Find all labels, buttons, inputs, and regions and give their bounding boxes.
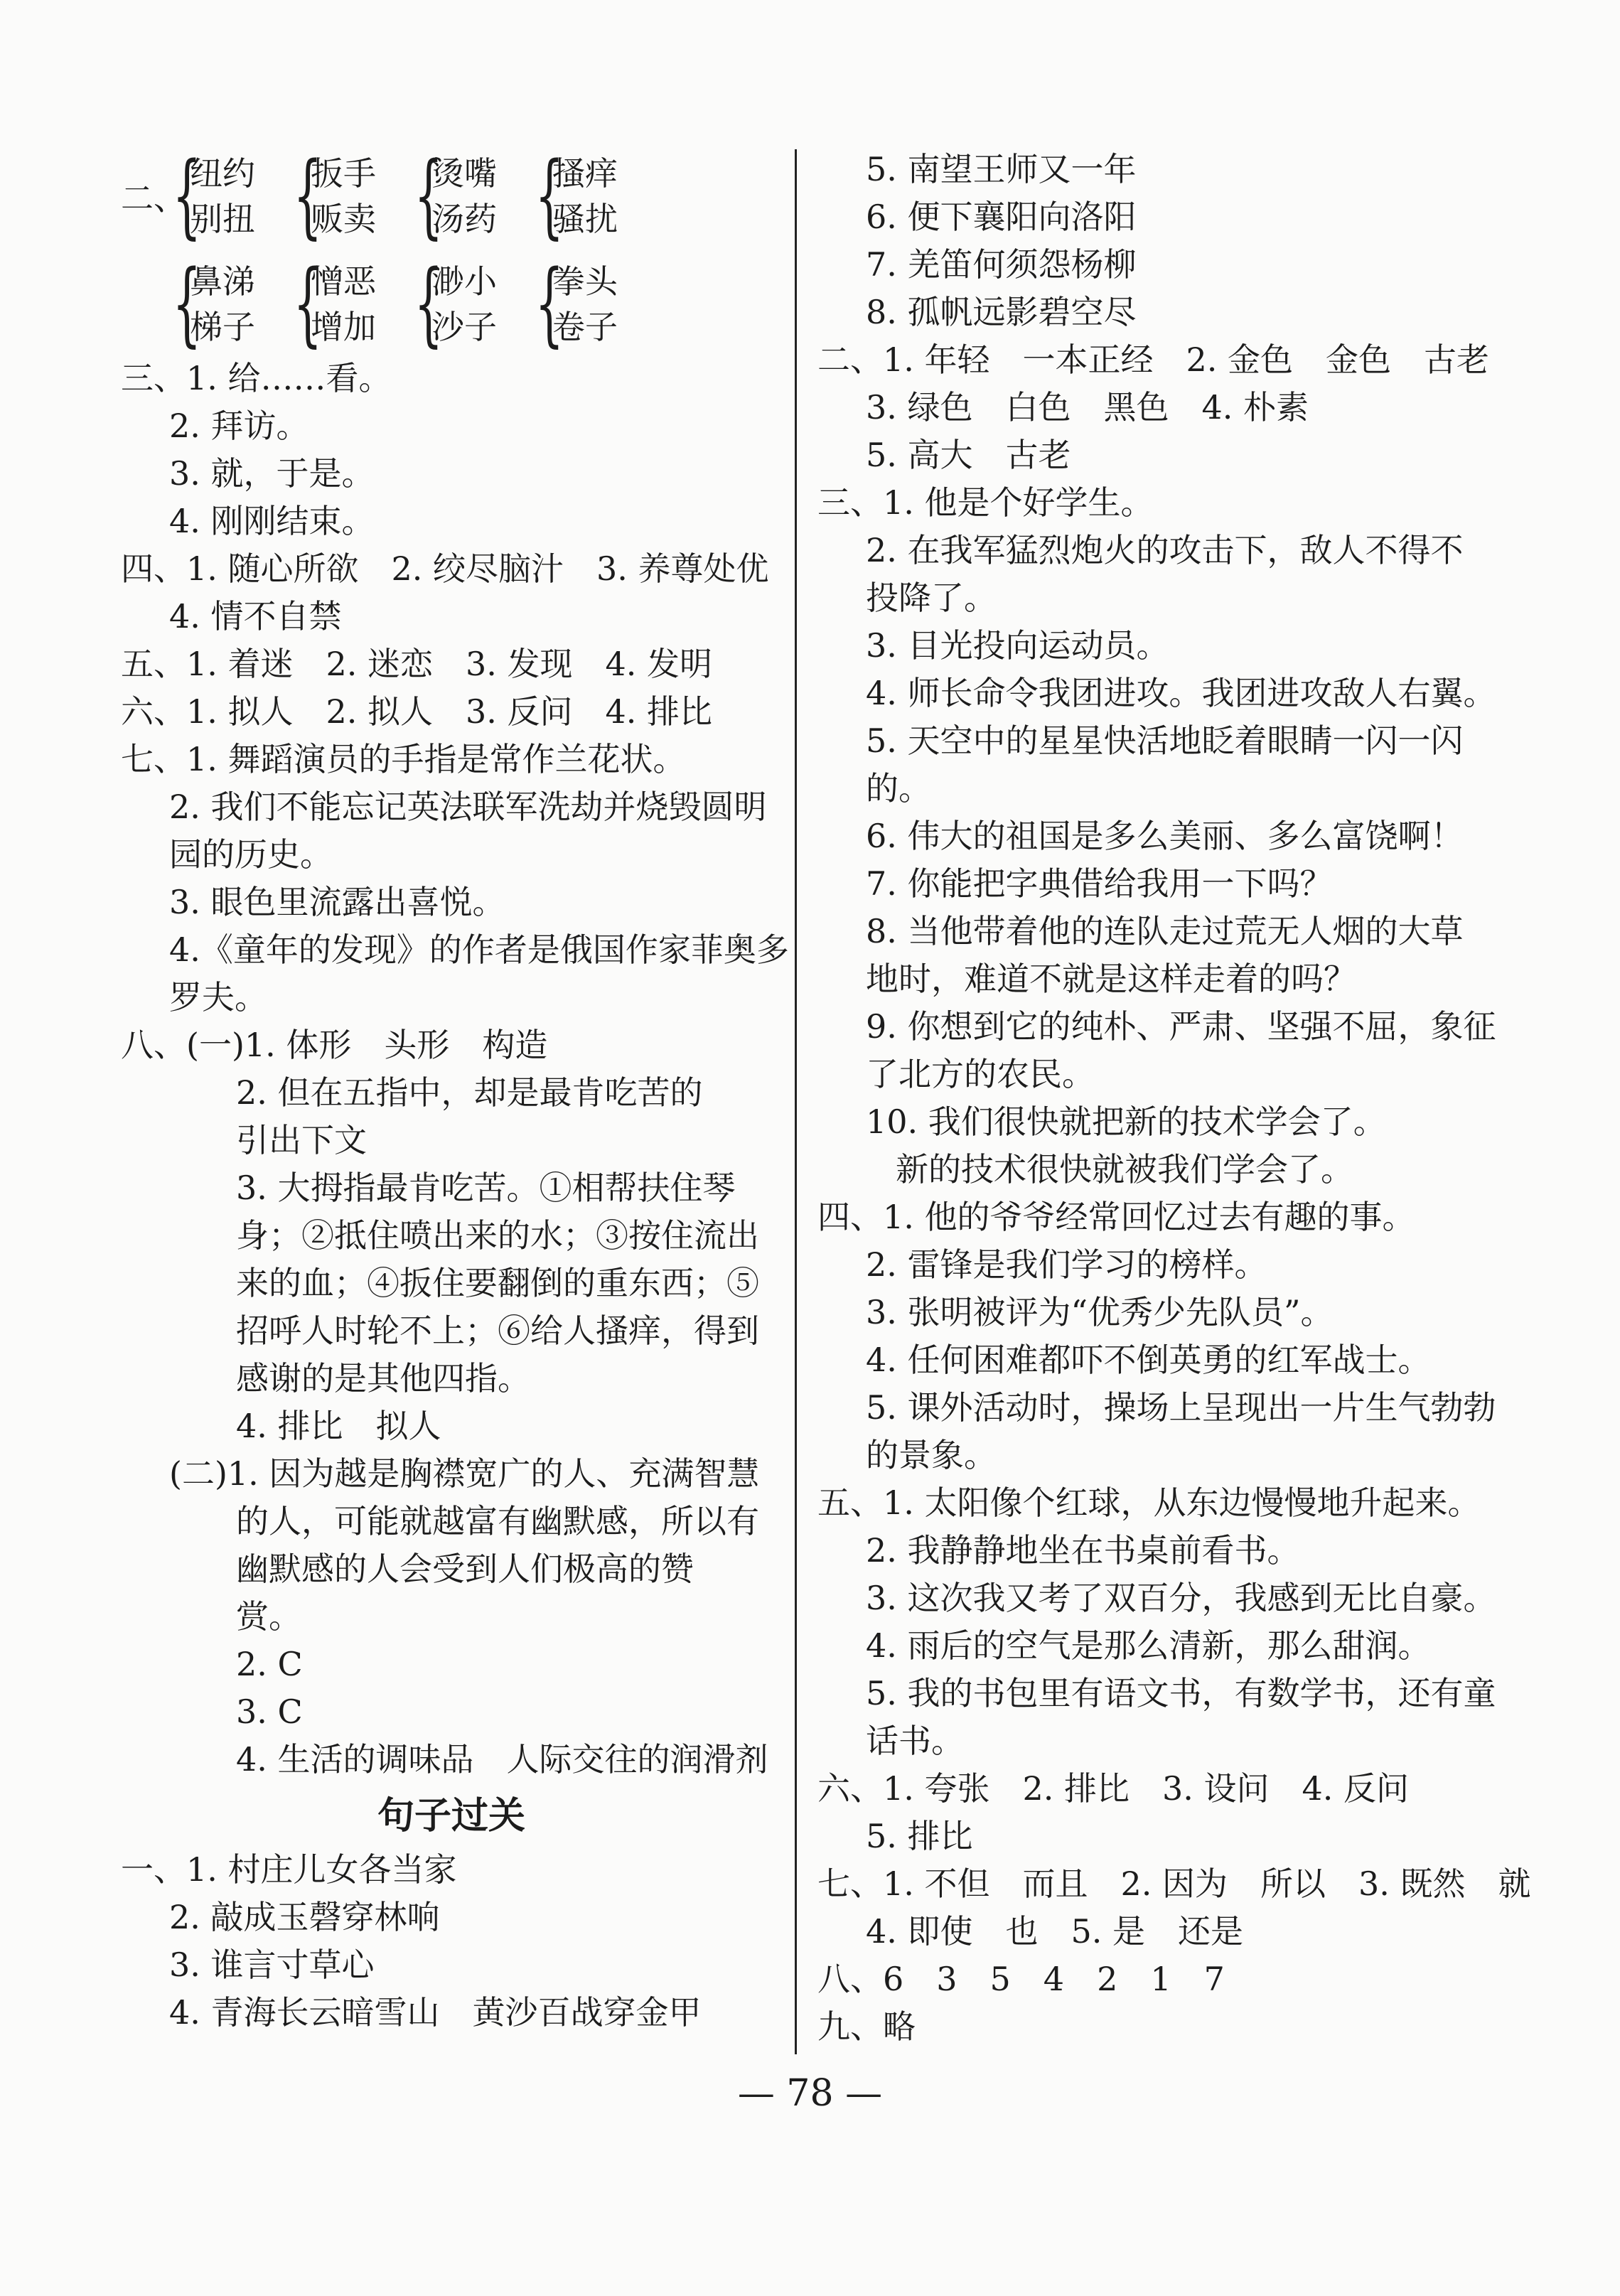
answer-line: 2. 但在五指中，却是最肯吃苦的 — [236, 1073, 703, 1112]
answer-line: 的。 — [866, 769, 931, 808]
answer-line: 感谢的是其他四指。 — [236, 1359, 530, 1398]
word: 沙子 — [431, 308, 497, 346]
answer-line: 2. 拜访。 — [169, 407, 309, 445]
answer-line: 5. 南望王师又一年 — [866, 150, 1137, 188]
answer-line: 五、1. 着迷 2. 迷恋 3. 发现 4. 发明 — [121, 645, 713, 683]
answer-line: 5. 课外活动时，操场上呈现出一片生气勃勃 — [866, 1388, 1496, 1427]
answer-line: 10. 我们很快就把新的技术学会了。 — [866, 1103, 1386, 1141]
answer-line: 四、1. 随心所欲 2. 绞尽脑汁 3. 养尊处优 — [121, 549, 769, 588]
answer-line: 五、1. 太阳像个红球，从东边慢慢地升起来。 — [817, 1484, 1481, 1522]
answer-line: (二)1. 因为越是胸襟宽广的人、充满智慧 — [169, 1454, 760, 1493]
answer-line: 地时，难道不就是这样走着的吗？ — [866, 960, 1356, 998]
answer-line: 来的血；④扳住要翻倒的重东西；⑤ — [236, 1264, 759, 1302]
word-pair — [167, 251, 288, 357]
answer-line: 9. 你想到它的纯朴、严肃、坚强不屈，象征 — [866, 1007, 1496, 1046]
word: 梯子 — [190, 308, 255, 346]
answer-line: 2. 我们不能忘记英法联军洗劫并烧毁圆明 — [169, 788, 767, 826]
answer-line: 3. 这次我又考了双百分，我感到无比自豪。 — [866, 1579, 1496, 1617]
answer-line: 5. 高大 古老 — [866, 436, 1071, 474]
answer-line: 三、1. 给……看。 — [121, 359, 392, 397]
answer-line: 3. 绿色 白色 黑色 4. 朴素 — [866, 388, 1309, 427]
brace-icon: { — [172, 143, 202, 249]
answer-line: 六、1. 夸张 2. 排比 3. 设问 4. 反问 — [817, 1769, 1410, 1808]
word: 骚扰 — [552, 200, 618, 238]
section-title: 句子过关 — [377, 1795, 525, 1838]
answer-line: 4. 任何困难都吓不倒英勇的红军战士。 — [866, 1341, 1431, 1379]
answer-line: 幽默感的人会受到人们极高的赞 — [236, 1550, 694, 1588]
word: 汤药 — [431, 200, 497, 238]
word-pair — [167, 143, 288, 249]
answer-line: 4. 情不自禁 — [169, 597, 342, 635]
answer-line: 三、1. 他是个好学生。 — [817, 483, 1154, 522]
word-pair — [288, 143, 409, 249]
word: 别扭 — [190, 200, 255, 238]
answer-line: 的景象。 — [866, 1436, 997, 1474]
left-answer-lines — [121, 355, 789, 1783]
brace-icon: { — [293, 143, 323, 249]
word-pair — [409, 143, 530, 249]
column-divider — [795, 149, 797, 2054]
answer-line: 3. 眼色里流露出喜悦。 — [169, 883, 505, 921]
answer-line: 3. 大拇指最肯吃苦。①相帮扶住琴 — [236, 1169, 736, 1207]
word: 增加 — [311, 308, 376, 346]
answer-line: 九、略 — [817, 2007, 916, 2046]
brace-icon: { — [414, 251, 444, 357]
answer-line: 8. 当他带着他的连队走过荒无人烟的大草 — [866, 912, 1464, 950]
answer-line: 园的历史。 — [169, 835, 333, 874]
left-column — [121, 143, 789, 2037]
word: 搔痒 — [552, 154, 618, 193]
word: 贩卖 — [311, 200, 376, 238]
answer-line: 二、1. 年轻 一本正经 2. 金色 金色 古老 — [817, 340, 1490, 379]
answer-line: 5. 排比 — [866, 1817, 973, 1855]
answer-line: 2. 在我军猛烈炮火的攻击下，敌人不得不 — [866, 531, 1464, 569]
answer-line: 2. C — [236, 1645, 303, 1683]
word: 烫嘴 — [431, 154, 497, 193]
section-label: 二、 — [121, 179, 186, 218]
answer-line: 一、1. 村庄儿女各当家 — [121, 1850, 457, 1889]
answer-line: 身；②抵住喷出来的水；③按住流出 — [236, 1216, 759, 1255]
answer-line: 7. 你能把字典借给我用一下吗？ — [866, 864, 1333, 903]
brace-icon: { — [535, 143, 564, 249]
answer-line: 4. 即使 也 5. 是 还是 — [866, 1912, 1244, 1951]
answer-line: 3. 就，于是。 — [169, 454, 375, 493]
answer-line: 3. 张明被评为“优秀少先队员”。 — [866, 1293, 1334, 1331]
answer-line: 引出下文 — [236, 1121, 367, 1159]
answer-line: 4. 排比 拟人 — [236, 1407, 441, 1445]
answer-line: 八、6 3 5 4 2 1 7 — [817, 1960, 1225, 1998]
word: 鼻涕 — [190, 262, 255, 301]
word-pair — [409, 251, 530, 357]
answer-line: 7. 羌笛何须怨杨柳 — [866, 245, 1137, 284]
word-pair — [530, 143, 650, 249]
word: 憎恶 — [311, 262, 376, 301]
answer-line: 4. 师长命令我团进攻。我团进攻敌人右翼。 — [866, 674, 1496, 712]
answer-line: 4. 雨后的空气是那么清新，那么甜润。 — [866, 1626, 1431, 1665]
answer-line: 4. 青海长云暗雪山 黄沙百战穿金甲 — [169, 1993, 702, 2032]
answer-line: 5. 我的书包里有语文书，有数学书，还有童 — [866, 1674, 1496, 1712]
word-group-row-2 — [121, 251, 782, 357]
answer-line: 赏。 — [236, 1597, 301, 1636]
answer-line: 2. 雷锋是我们学习的榜样。 — [866, 1245, 1267, 1284]
answer-line: 四、1. 他的爷爷经常回忆过去有趣的事。 — [817, 1198, 1415, 1236]
brace-icon: { — [535, 251, 564, 357]
answer-line: 4.《童年的发现》的作者是俄国作家菲奥多 — [169, 930, 789, 969]
answer-line: 6. 伟大的祖国是多么美丽、多么富饶啊！ — [866, 817, 1464, 855]
word: 卷子 — [552, 308, 618, 346]
left-answer-lines-2 — [121, 1846, 782, 2037]
right-answer-lines — [817, 146, 1531, 2051]
answer-line: 投降了。 — [866, 579, 997, 617]
answer-line: 了北方的农民。 — [866, 1055, 1095, 1093]
word: 拳头 — [552, 262, 618, 301]
answer-line: 新的技术很快就被我们学会了。 — [896, 1150, 1353, 1189]
word-pair — [288, 251, 409, 357]
word-pair — [530, 251, 650, 357]
answer-line: 六、1. 拟人 2. 拟人 3. 反问 4. 排比 — [121, 692, 713, 731]
brace-icon: { — [172, 251, 202, 357]
answer-line: 2. 我静静地坐在书桌前看书。 — [866, 1531, 1300, 1570]
brace-icon: { — [414, 143, 444, 249]
answer-line: 话书。 — [866, 1722, 964, 1760]
answer-line: 4. 刚刚结束。 — [169, 502, 375, 540]
answer-line: 招呼人时轮不上；⑥给人搔痒，得到 — [236, 1311, 759, 1350]
answer-line: 3. 目光投向运动员。 — [866, 626, 1169, 665]
brace-icon: { — [293, 251, 323, 357]
answer-line: 七、1. 不但 而且 2. 因为 所以 3. 既然 就 — [817, 1865, 1531, 1903]
answer-line: 罗夫。 — [169, 978, 267, 1016]
answer-line: 6. 便下襄阳向洛阳 — [866, 198, 1137, 236]
word: 纽约 — [190, 154, 255, 193]
right-column — [817, 146, 1531, 2051]
answer-line: 4. 生活的调味品 人际交往的润滑剂 — [236, 1740, 768, 1779]
word-group-row-1 — [121, 143, 782, 249]
page-number: — 78 — — [737, 2072, 883, 2115]
word: 渺小 — [431, 262, 497, 301]
answer-line: 八、(一)1. 体形 头形 构造 — [121, 1026, 548, 1064]
answer-line: 8. 孤帆远影碧空尽 — [866, 293, 1137, 331]
answer-line: 的人，可能就越富有幽默感，所以有 — [236, 1502, 759, 1540]
answer-line: 3. C — [236, 1693, 303, 1731]
answer-line: 2. 敲成玉磬穿林响 — [169, 1898, 440, 1936]
answer-line: 七、1. 舞蹈演员的手指是常作兰花状。 — [121, 740, 686, 778]
answer-line: 5. 天空中的星星快活地眨着眼睛一闪一闪 — [866, 721, 1464, 760]
word: 扳手 — [311, 154, 376, 193]
answer-line: 3. 谁言寸草心 — [169, 1946, 375, 1984]
